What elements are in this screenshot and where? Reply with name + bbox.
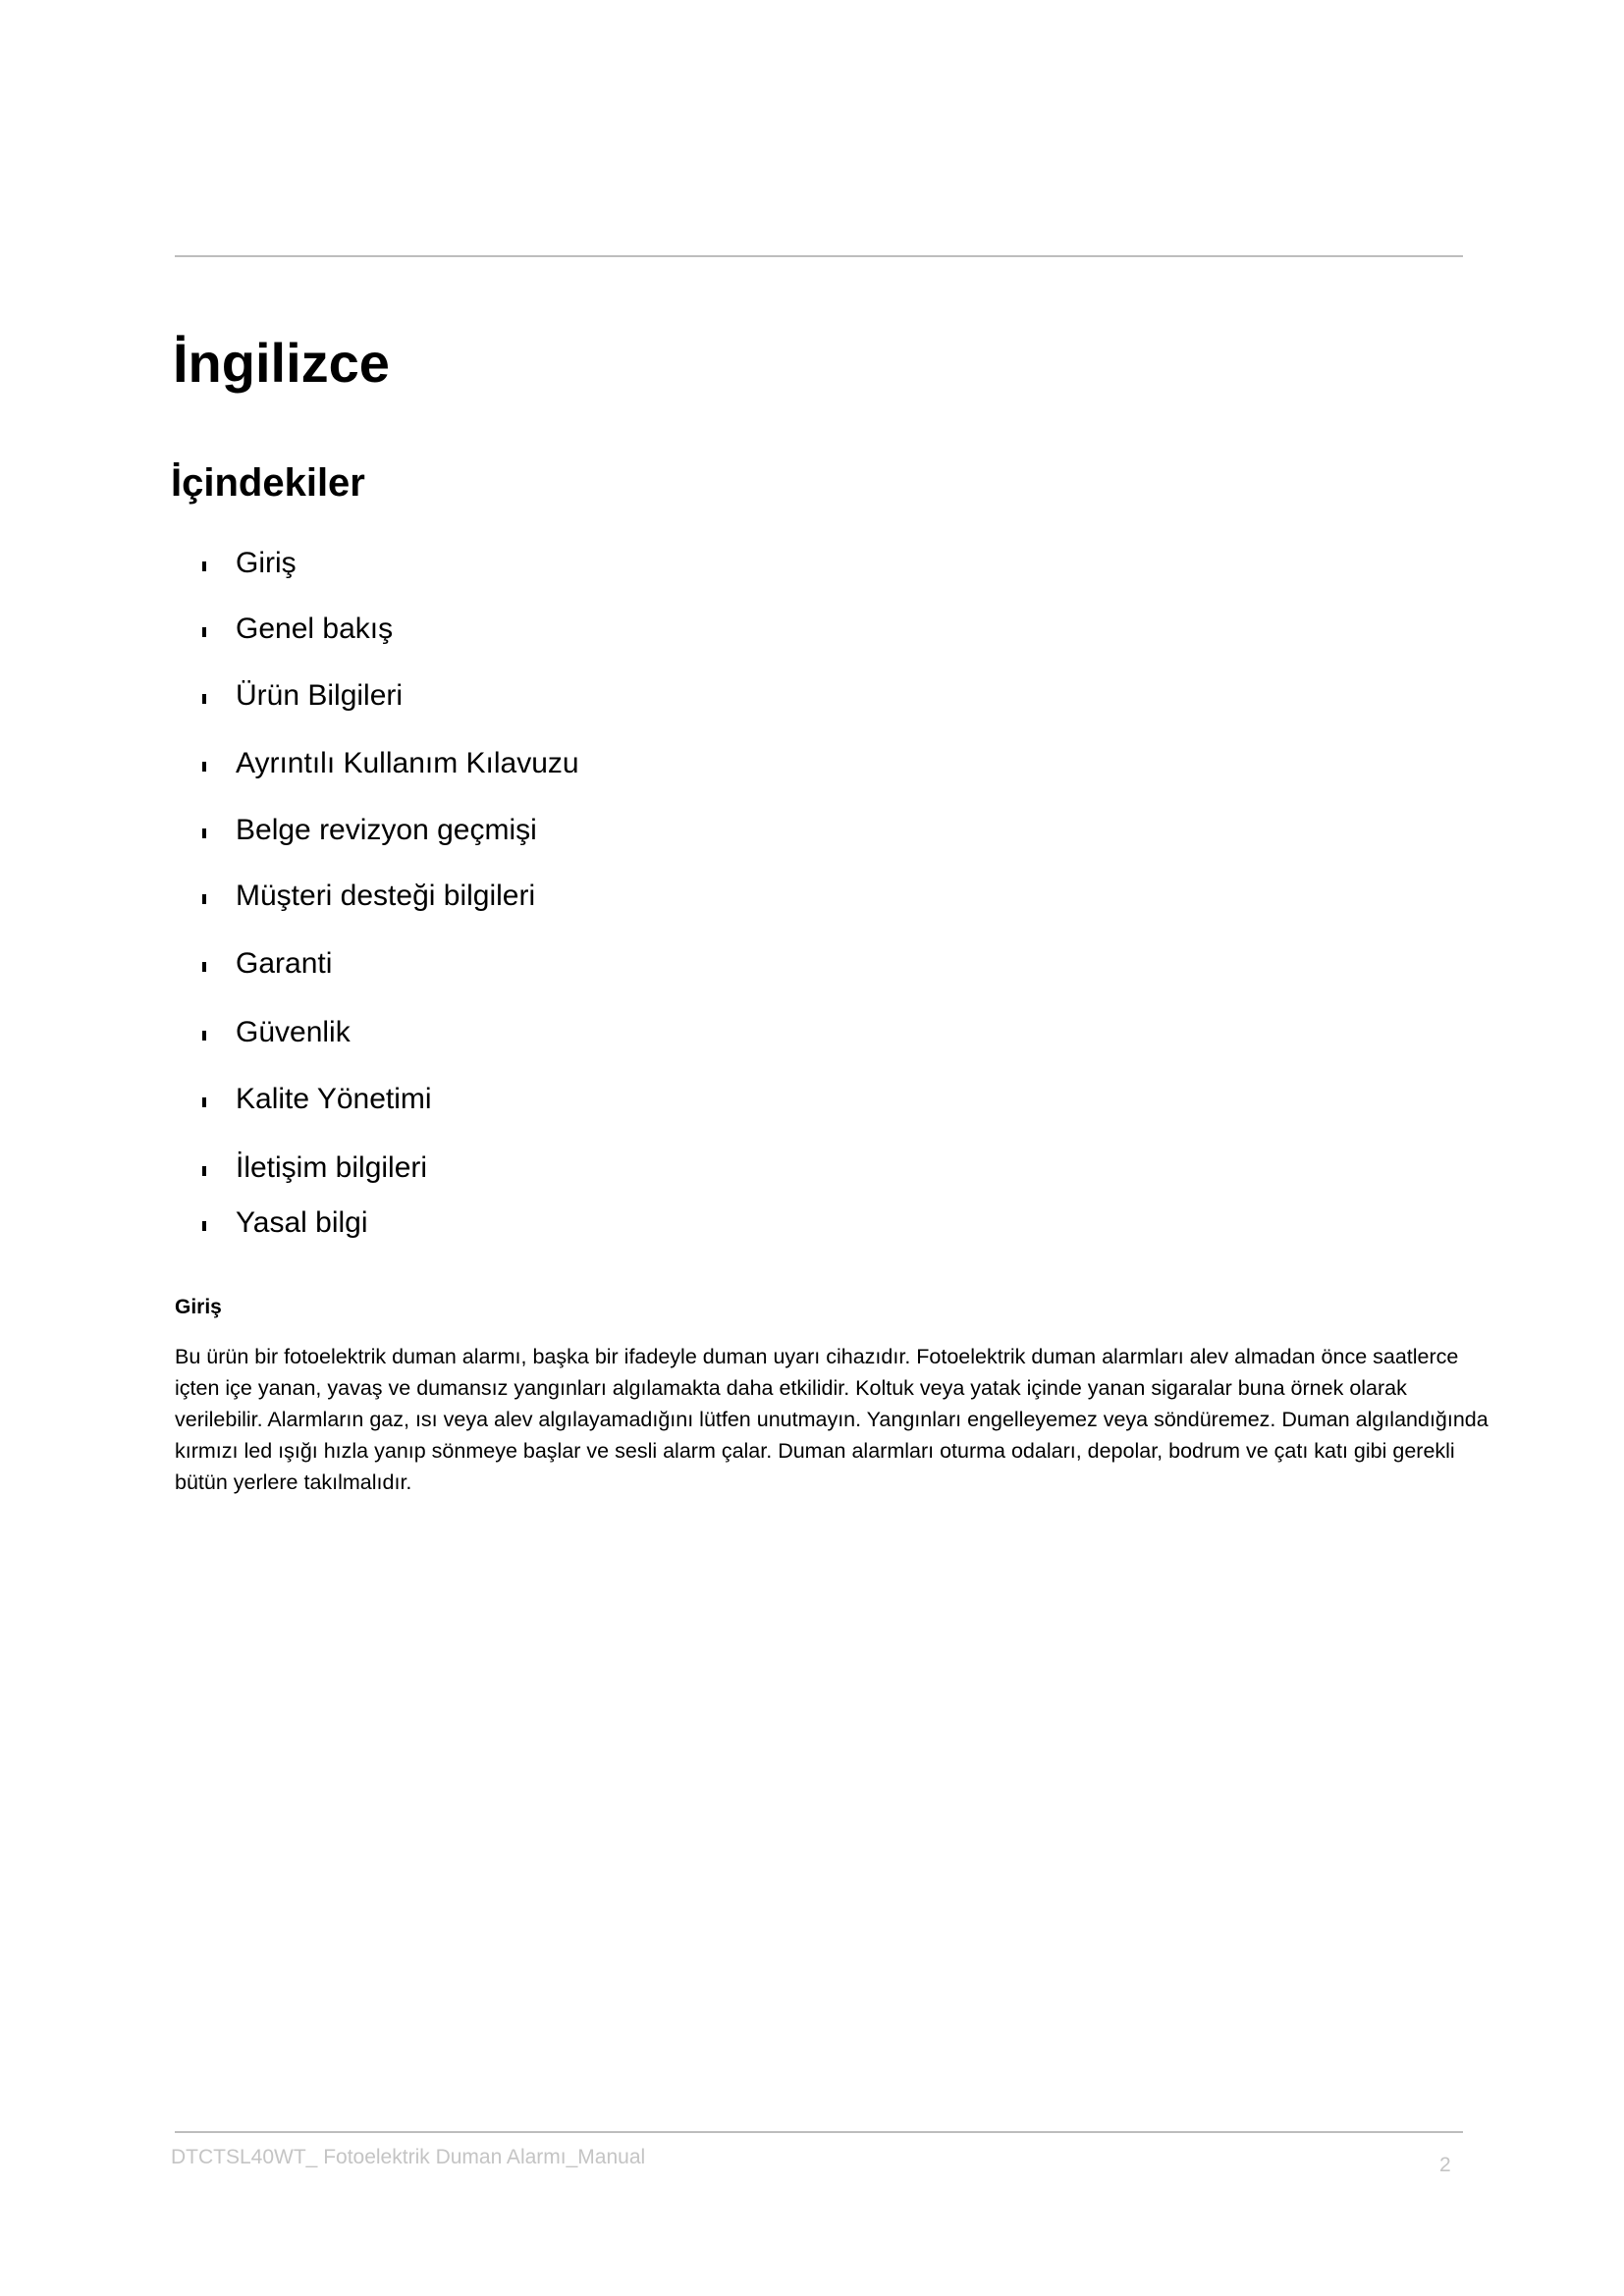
toc-item-garanti[interactable] — [202, 942, 332, 986]
toc-item-iletisim-bilgileri[interactable] — [202, 1147, 427, 1190]
section-body-giris: Bu ürün bir fotoelektrik duman alarmı, başka bir ifadeyle duman uyarı cihazıdır. Fotoelektrik duman alarmları alev almadan önce saatlerce içten içe yanan, yavaş ve dumansız yangınları algılamakta daha etkilidir. Koltuk veya yatak içinde yanan sigaralar buna örnek olarak verilebilir. Alarmların gaz, ısı veya alev algılayamadığını lütfen unutmayın. Yangınları engelleyemez veya söndüremez. Duman algılandığında kırmızı led ışığı hızla yanıp sönmeye başlar ve sesli alarm çalar. Duman alarmları oturma odaları, depolar, bodrum ve çatı katı gibi gerekli bütün yerlere takılmalıdır. — [175, 1345, 1489, 1494]
bullet-icon — [202, 828, 206, 838]
toc-item-guvenlik[interactable] — [202, 1011, 351, 1054]
toc-heading: İçindekiler — [171, 461, 365, 505]
bullet-icon — [202, 962, 206, 972]
bullet-icon — [202, 1097, 206, 1107]
toc-item-musteri-destegi[interactable] — [202, 875, 535, 918]
toc-item-label: Ayrıntılı Kullanım Kılavuzu — [236, 747, 579, 779]
page-title: İngilizce — [173, 332, 390, 394]
footer-divider — [175, 2131, 1463, 2133]
toc-item-label: Garanti — [236, 947, 333, 980]
section-heading-giris: Giriş — [175, 1296, 222, 1318]
toc-item-kullanim-kilavuzu[interactable] — [202, 742, 579, 785]
page-number: 2 — [1439, 2154, 1451, 2176]
bullet-icon — [202, 694, 206, 704]
toc-item-label: Ürün Bilgileri — [236, 679, 404, 712]
footer-document-name: DTCTSL40WT_ Fotoelektrik Duman Alarmı_Manual — [171, 2146, 646, 2168]
bullet-icon — [202, 894, 206, 904]
toc-item-label: Giriş — [236, 547, 297, 579]
toc-item-label: Genel bakış — [236, 613, 394, 645]
toc-item-label: Belge revizyon geçmişi — [236, 814, 537, 846]
bullet-icon — [202, 627, 206, 637]
toc-item-yasal-bilgi[interactable] — [202, 1201, 368, 1245]
toc-item-label: Müşteri desteği bilgileri — [236, 880, 536, 912]
toc-item-label: Yasal bilgi — [236, 1206, 368, 1239]
toc-item-giris[interactable] — [202, 542, 297, 585]
bullet-icon — [202, 1031, 206, 1041]
toc-item-label: Güvenlik — [236, 1016, 351, 1048]
bullet-icon — [202, 762, 206, 772]
toc-item-label: İletişim bilgileri — [236, 1151, 428, 1184]
bullet-icon — [202, 561, 206, 571]
toc-item-genel-bakis[interactable] — [202, 608, 393, 651]
toc-item-kalite-yonetimi[interactable] — [202, 1078, 432, 1121]
bullet-icon — [202, 1166, 206, 1176]
toc-item-urun-bilgileri[interactable] — [202, 674, 403, 718]
toc-item-label: Kalite Yönetimi — [236, 1083, 432, 1115]
header-divider — [175, 255, 1463, 257]
bullet-icon — [202, 1221, 206, 1231]
toc-item-revizyon-gecmisi[interactable] — [202, 809, 537, 852]
